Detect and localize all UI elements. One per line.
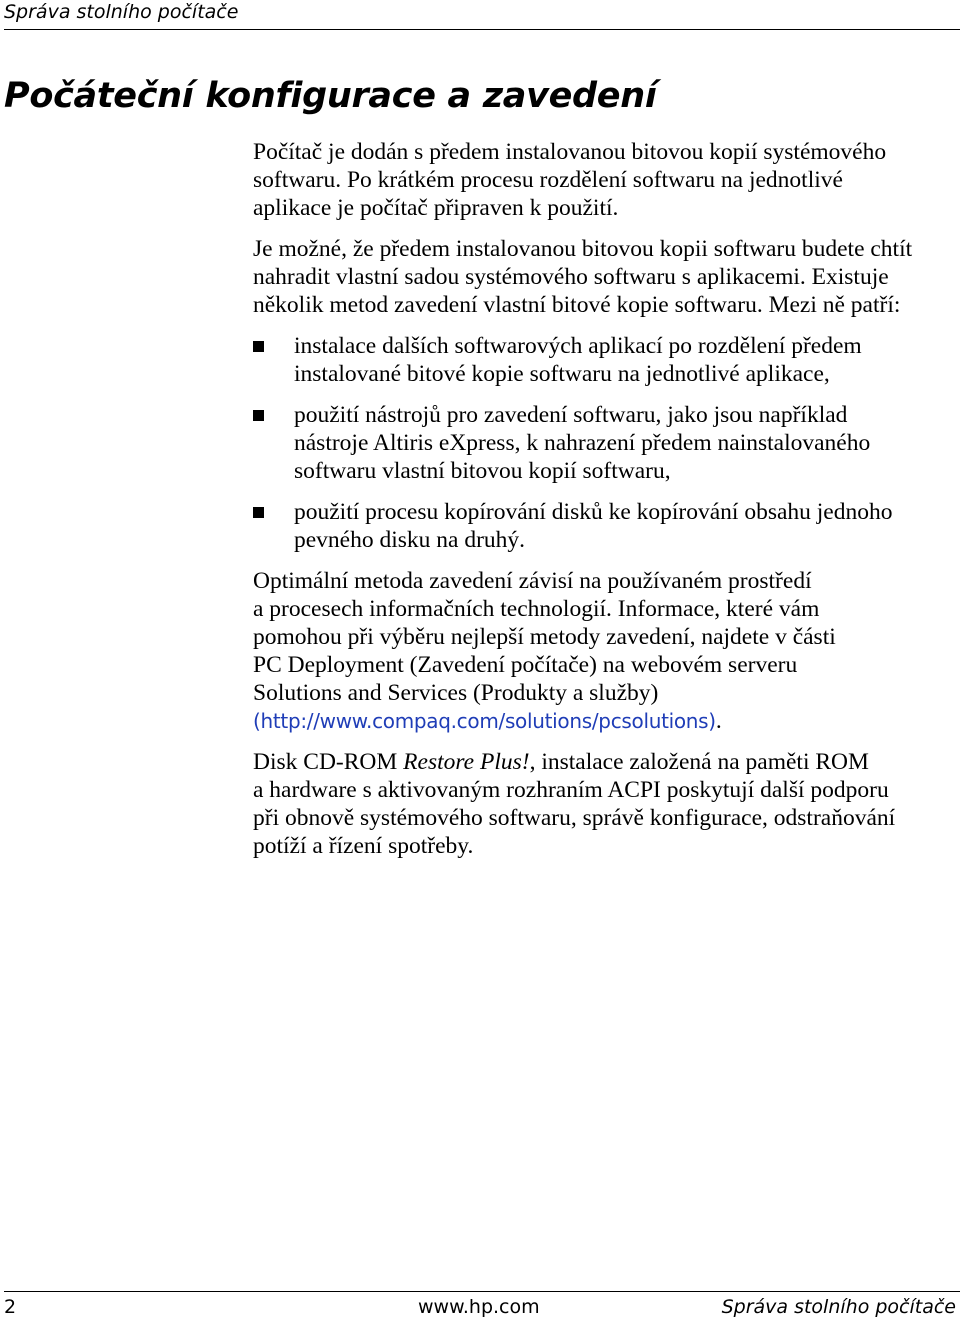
list-item: [253, 498, 955, 554]
methods-paragraph: [253, 235, 955, 319]
text-line: potíží a řízení spotřeby.: [253, 833, 474, 859]
text-line: [253, 748, 955, 776]
text-line: použití nástrojů pro zavedení softwaru, jako jsou například: [294, 402, 848, 428]
square-bullet-icon: [253, 507, 264, 518]
text-line: pevného disku na druhý.: [294, 527, 526, 553]
text-line: a hardware s aktivovaným rozhraním ACPI poskytují další podporu: [253, 777, 889, 803]
text-line: Solutions and Services (Produkty a služby): [253, 680, 659, 706]
footer-url[interactable]: www.hp.com: [418, 1296, 540, 1318]
page-title: Počáteční konfigurace a zavedení: [4, 76, 657, 116]
header-divider: [4, 29, 960, 30]
text-line: nahradit vlastní sadou systémového softwaru s aplikacemi. Existuje: [253, 264, 889, 290]
restore-prefix: Disk CD-ROM: [253, 749, 404, 775]
text-line: softwaru. Po krátkém procesu rozdělení softwaru na jednotlivé: [253, 167, 843, 193]
deployment-paragraph: [253, 567, 955, 735]
pcsolutions-link[interactable]: (http://www.compaq.com/solutions/pcsolutions): [253, 709, 716, 733]
text-line: aplikace je počítač připraven k použití.: [253, 195, 619, 221]
square-bullet-icon: [253, 410, 264, 421]
body-text: [253, 138, 955, 873]
text-line: Je možné, že předem instalovanou bitovou kopii softwaru budete chtít: [253, 236, 913, 262]
text-line: PC Deployment (Zavedení počítače) na webovém serveru: [253, 652, 798, 678]
link-suffix: .: [715, 708, 722, 734]
restore-plus-name: Restore Plus!: [403, 749, 530, 775]
footer-running-title: Správa stolního počítače: [721, 1296, 956, 1318]
methods-list: [253, 332, 955, 554]
intro-paragraph: [253, 138, 955, 222]
running-header: Správa stolního počítače: [4, 1, 239, 23]
restore-plus-paragraph: [253, 748, 955, 860]
page-number: 2: [4, 1296, 17, 1318]
square-bullet-icon: [253, 341, 264, 352]
text-line: Optimální metoda zavedení závisí na používaném prostředí: [253, 568, 812, 594]
restore-line-rest: , instalace založená na paměti ROM: [529, 749, 869, 775]
text-line: a procesech informačních technologií. Informace, které vám: [253, 596, 820, 622]
text-line: nástroje Altiris eXpress, k nahrazení předem nainstalovaného: [294, 430, 871, 456]
text-line: několik metod zavedení vlastní bitové kopie softwaru. Mezi ně patří:: [253, 292, 901, 318]
text-line: instalace dalších softwarových aplikací po rozdělení předem: [294, 333, 862, 359]
text-line: Počítač je dodán s předem instalovanou bitovou kopií systémového: [253, 139, 887, 165]
list-item: [253, 401, 955, 485]
text-line: [253, 707, 955, 735]
text-line: instalované bitové kopie softwaru na jednotlivé aplikace,: [294, 361, 830, 387]
footer-divider: [4, 1291, 960, 1292]
text-line: softwaru vlastní bitovou kopií softwaru,: [294, 458, 671, 484]
text-line: použití procesu kopírování disků ke kopírování obsahu jednoho: [294, 499, 893, 525]
list-item: [253, 332, 955, 388]
text-line: při obnově systémového softwaru, správě konfigurace, odstraňování: [253, 805, 896, 831]
text-line: pomohou při výběru nejlepší metody zavedení, najdete v části: [253, 624, 836, 650]
